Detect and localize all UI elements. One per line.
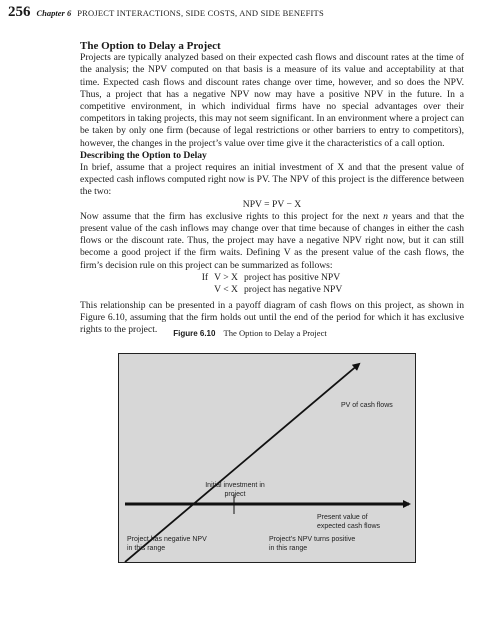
x-axis-label: Present value of expected cash flows	[317, 514, 381, 530]
figure-number: Figure 6.10	[173, 329, 216, 338]
paragraph-3: This relationship can be presented in a payoff diagram of cash flows on this project, as shown in Figure 6.10, assuming that the firm holds out until the end of the period for which it has exclusive rights to the project.	[80, 299, 464, 336]
chapter-label: Chapter 6	[36, 8, 72, 18]
running-title: PROJECT INTERACTIONS, SIDE COSTS, AND SIDE BENEFITS	[77, 8, 324, 18]
intro-paragraph: Projects are typically analyzed based on their expected cash flows and discount rates at the time of the analysis; the NPV computed on that basis is a measure of its value and acceptability at that time. Expected cash flows and discount rates change over time, however, and so does the NPV. Thus, a project that has a negative NPV now may have a positive NPV in the future. In a competitive environment, in which individual firms have no special advantages over their competitors in taking projects, this may not seem significant. In an environment where a project can be taken by only one firm (because of legal restrictions or other barriers to entry to competitors), however, the changes in the project’s value over time give it the characteristics of a call option.	[80, 52, 464, 149]
page-header	[8, 4, 492, 24]
rule-if: If	[201, 271, 209, 283]
paragraph-1: In brief, assume that a project requires an initial investment of X and that the present value of expected cash inflows computed right now is PV. The NPV of this project is the difference between the two:	[80, 162, 464, 198]
paragraph-2-part-b: years and that the present value of the cash inflows may change over that time because of changes in either the cash flows or the discount rate. Thus, the project may have a negative NPV right now, but it can still become a good project if the firm waits. Defining V as the present value of the cash flows, the firm’s decision rule on this project can be summarized as follows:	[80, 210, 464, 271]
section-heading: The Option to Delay a Project	[80, 40, 221, 52]
negative-range-label: Project has negative NPV in this range	[127, 536, 207, 552]
initial-investment-label: Initial investment in project	[205, 482, 265, 498]
rule-1-result: project has positive NPV	[243, 271, 341, 283]
positive-range-label: Project’s NPV turns positive in this range	[269, 536, 356, 552]
npv-equation: NPV = PV − X	[242, 198, 302, 210]
rule-2-result: project has negative NPV	[243, 283, 343, 295]
payoff-diagram	[118, 353, 416, 563]
rule-2-condition: V < X	[214, 283, 238, 295]
paragraph-2	[80, 211, 464, 272]
subsection-heading: Describing the Option to Delay	[80, 149, 207, 161]
page-number: 256	[8, 4, 31, 20]
figure-title: The Option to Delay a Project	[223, 328, 327, 338]
paragraph-2-part-a: Now assume that the firm has exclusive rights to this project for the next	[80, 210, 384, 222]
decision-rule	[80, 272, 464, 296]
pv-cash-flow-line	[125, 364, 359, 562]
paragraph-2-n: n	[383, 210, 388, 222]
main-content	[80, 40, 464, 336]
figure-caption	[0, 328, 500, 338]
pv-line-label: PV of cash flows	[341, 402, 393, 409]
rule-1-condition: V > X	[214, 271, 238, 283]
